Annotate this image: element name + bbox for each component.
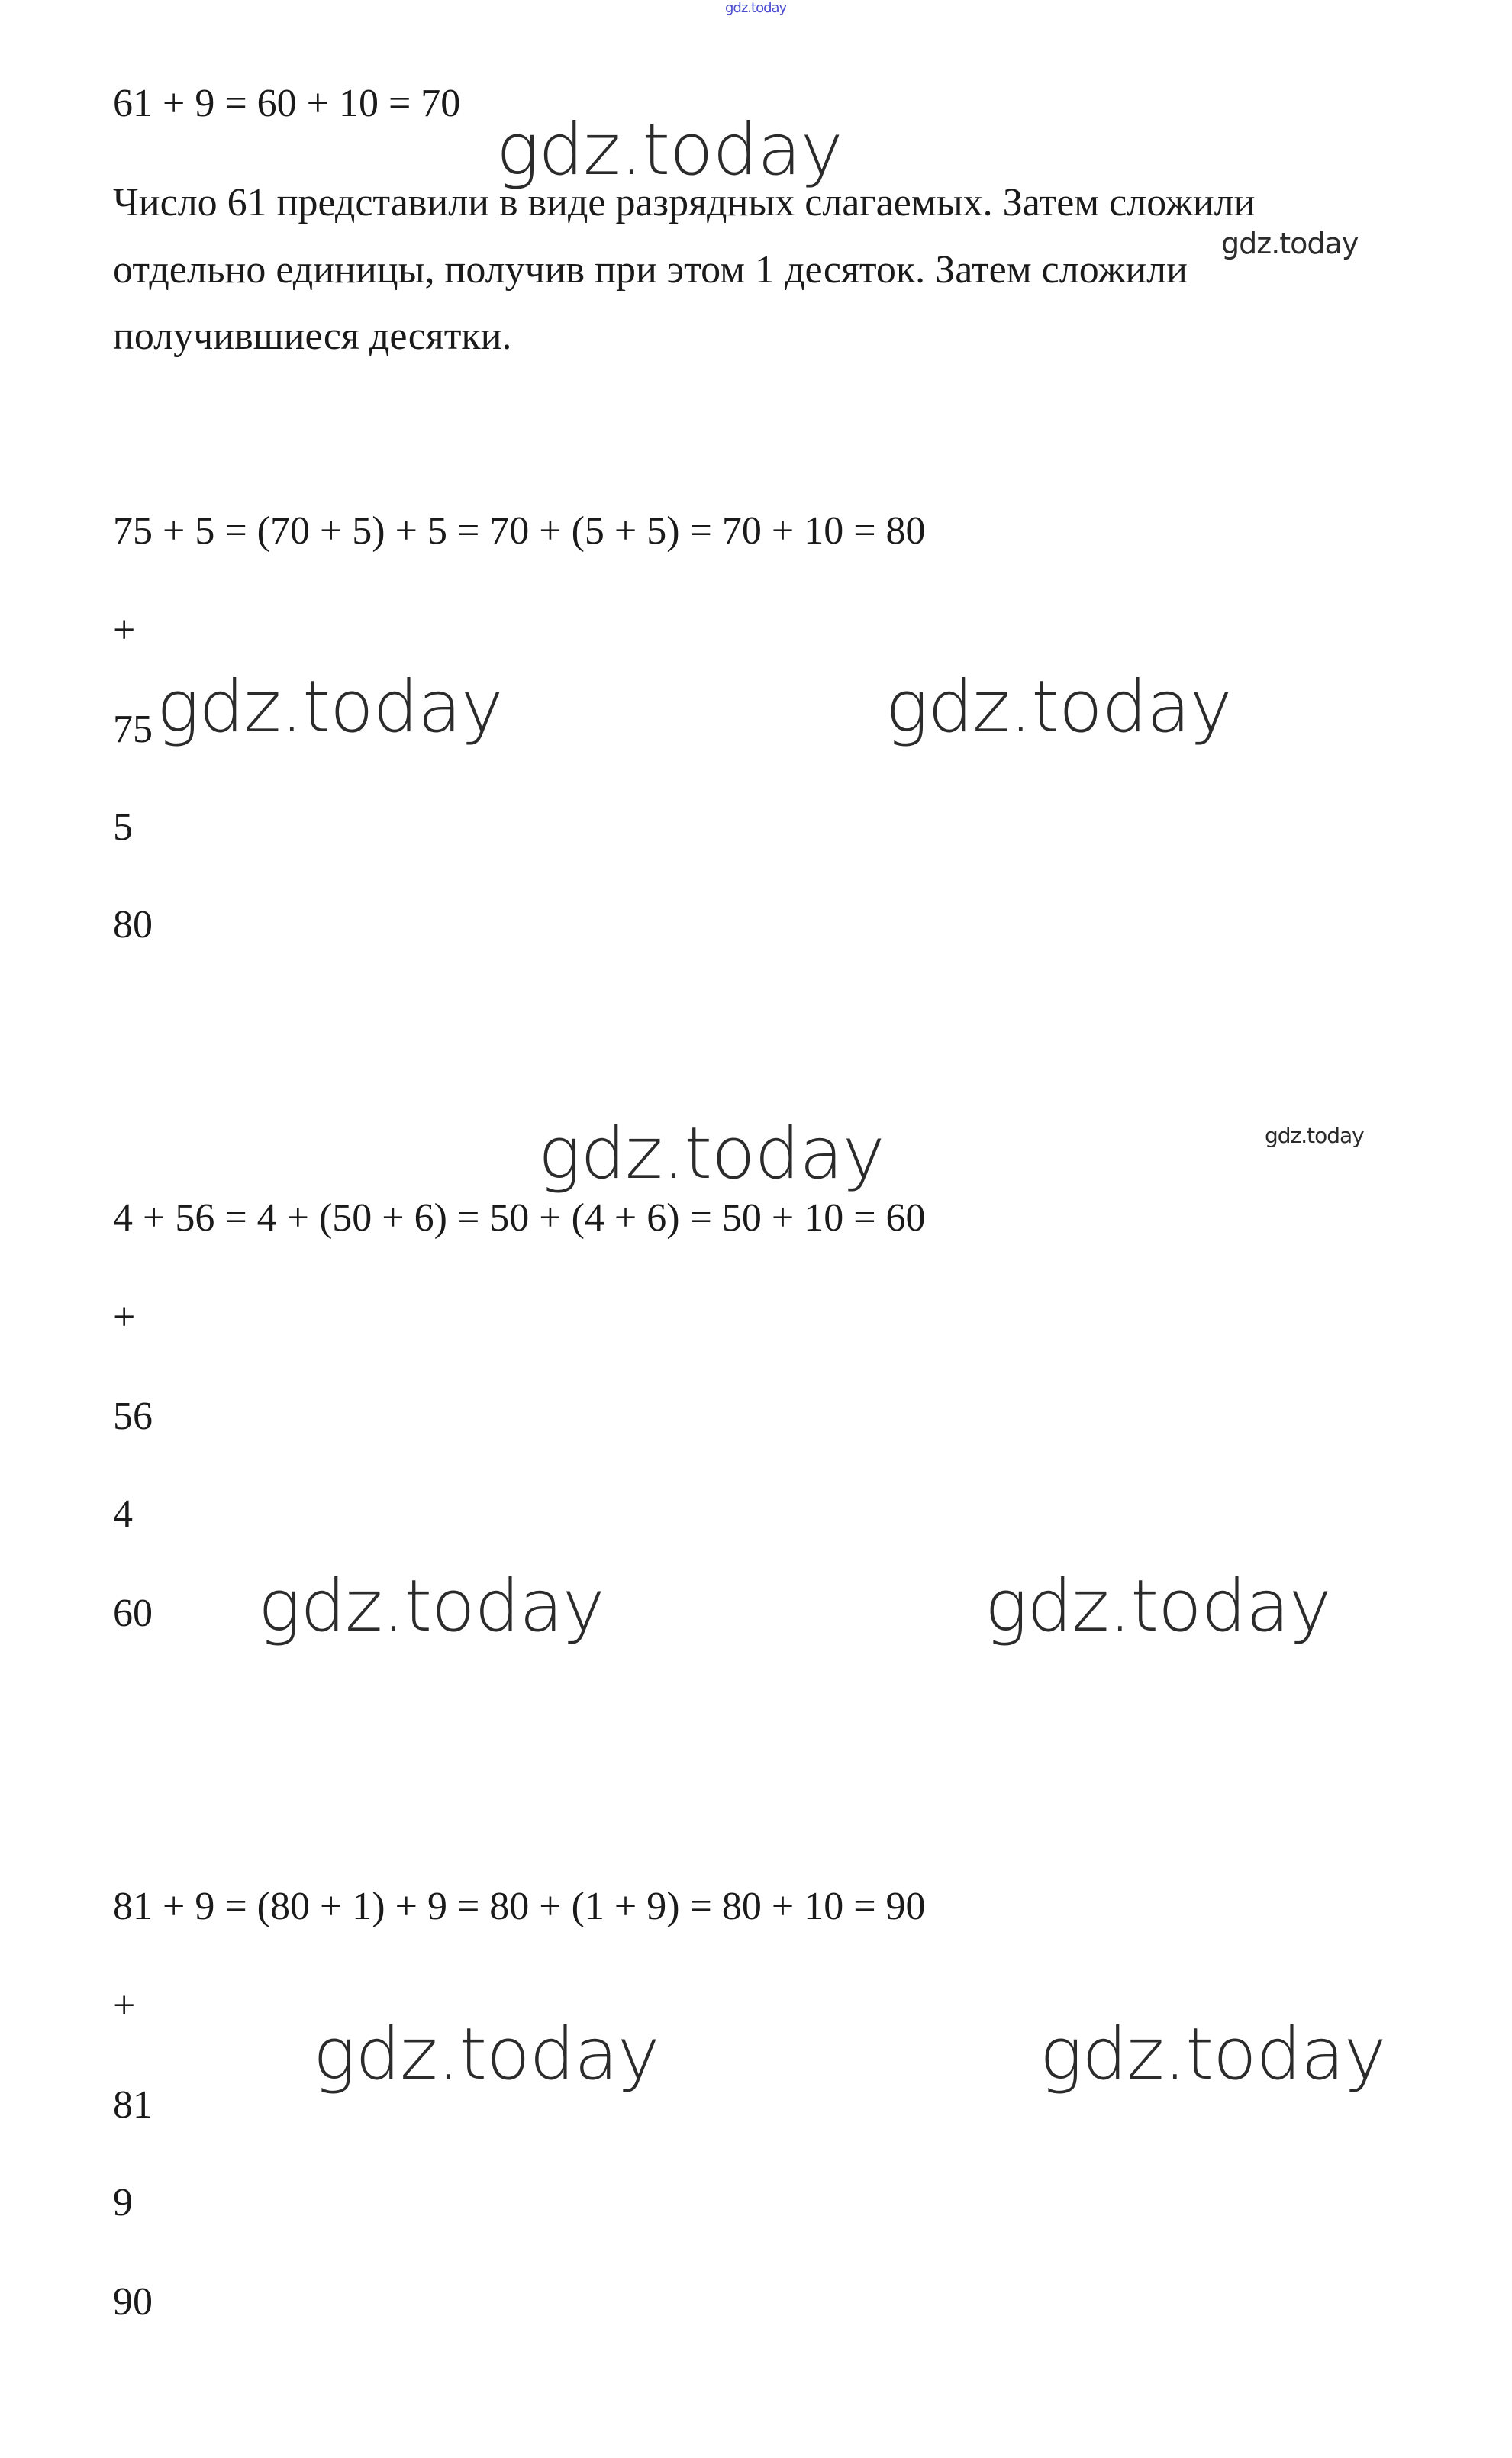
watermark: gdz.today [538,1112,885,1195]
watermark: gdz.today [1040,2013,1386,2096]
explanation-line-2: отдельно единицы, получив при этом 1 десяток. Затем сложили [113,248,1188,292]
watermark-top: gdz.today [725,0,787,16]
column-addend-2: 9 [113,2181,133,2224]
column-addend-1: 75 [113,708,153,751]
column-operator: + [113,1984,136,2027]
explanation-line-1: Число 61 представили в виде разрядных слагаемых. Затем сложили [113,181,1256,224]
watermark: gdz.today [313,2013,659,2096]
column-sum: 80 [113,903,153,947]
equation-2: 75 + 5 = (70 + 5) + 5 = 70 + (5 + 5) = 70 + 10 = 80 [113,509,926,553]
equation-4: 81 + 9 = (80 + 1) + 9 = 80 + (1 + 9) = 80 + 10 = 90 [113,1885,926,1928]
column-sum: 90 [113,2280,153,2324]
column-operator: + [113,1295,136,1339]
column-addend-2: 4 [113,1492,133,1536]
column-addend-1: 81 [113,2083,153,2127]
explanation-line-3: получившиеся десятки. [113,315,512,358]
column-sum: 60 [113,1592,153,1635]
watermark: gdz.today [1265,1123,1364,1148]
watermark: gdz.today [1221,227,1359,260]
equation-1: 61 + 9 = 60 + 10 = 70 [113,82,461,125]
watermark: gdz.today [885,666,1232,749]
watermark: gdz.today [496,108,843,192]
watermark: gdz.today [258,1565,604,1648]
watermark: gdz.today [156,666,503,749]
equation-3: 4 + 56 = 4 + (50 + 6) = 50 + (4 + 6) = 50 + 10 = 60 [113,1196,926,1240]
column-addend-2: 5 [113,805,133,849]
column-addend-1: 56 [113,1395,153,1438]
column-operator: + [113,608,136,652]
watermark: gdz.today [985,1565,1331,1648]
